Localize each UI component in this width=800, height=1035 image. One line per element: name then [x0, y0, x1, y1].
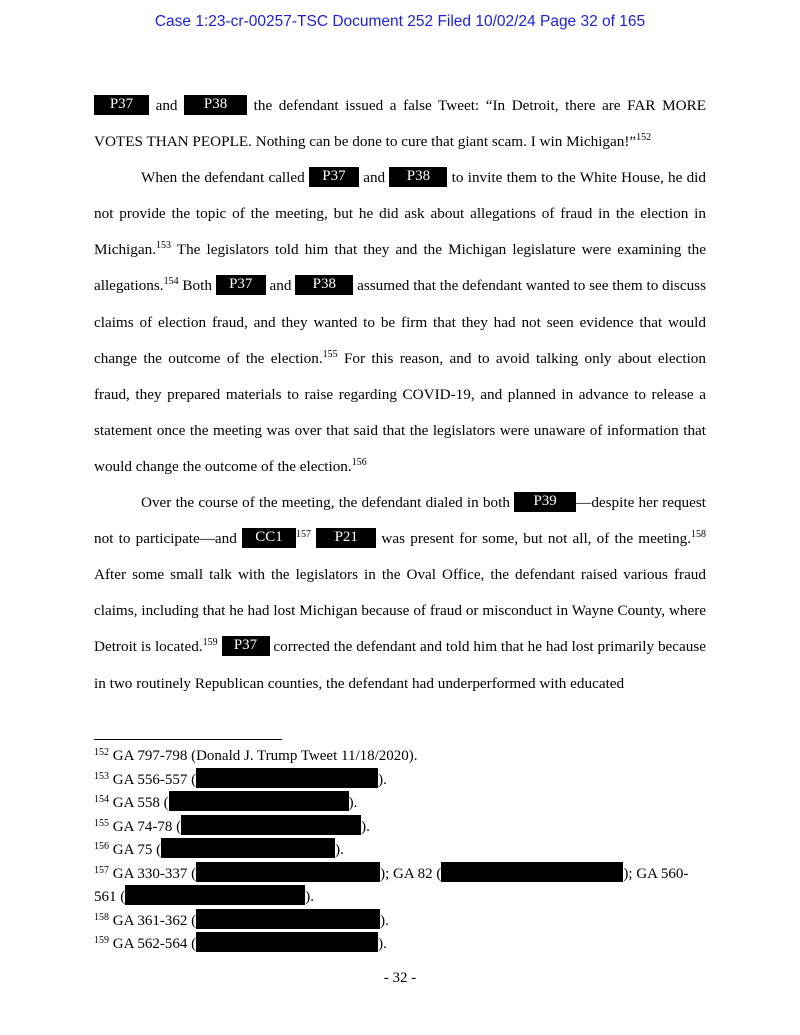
- redaction-box: P37: [216, 275, 266, 295]
- footnote-ref: 154: [163, 276, 179, 288]
- redaction-bar: [169, 791, 349, 811]
- footnote-ref: 155: [322, 348, 338, 360]
- redaction-bar: [125, 885, 305, 905]
- redaction-bar: [196, 932, 378, 952]
- footnote-154: $^{154}$ GA 558 ( ).: [94, 791, 706, 815]
- redaction-box: CC1: [242, 528, 296, 548]
- redaction-bar: [441, 862, 623, 882]
- redaction-box: P37: [94, 95, 149, 115]
- footnote-158: $^{158}$ GA 361-362 ( ).: [94, 909, 706, 933]
- redaction-box: P37: [222, 636, 270, 656]
- footnote-159: $^{159}$ GA 562-564 ( ).: [94, 932, 706, 956]
- redaction-bar: [196, 862, 380, 882]
- footnote-157-continued: 561 ( ).: [94, 885, 706, 909]
- redaction-bar: [196, 768, 378, 788]
- footnote-152: $^{152}$ GA 797-798 (Donald J. Trump Tweet 11/18/2020).: [94, 747, 418, 764]
- redaction-bar: [161, 838, 335, 858]
- paragraph-3: Over the course of the meeting, the defendant dialed in both P39 —despite her request not to participate—and CC1 $^{157}$ P21 was present for some, but not all, of the meeting.$^{158}$ After some small talk with the legislators in the Oval Office, the defendant raised various fraud claims, including that he had lost Michigan because of fraud or misconduct in Wayne County, where Detroit is located.$^{159}$ P37 corrected the defendant and told him that he had lost primarily because in two routinely Republican counties, the defendant had underperformed with educated: [94, 493, 707, 692]
- redaction-box: P38: [184, 95, 247, 115]
- footnote-ref: 153: [156, 240, 172, 252]
- paragraph-2: When the defendant called P37 and P38 to invite them to the White House, he did not provide the topic of the meeting, but he did ask about allegations of fraud in the election in Michigan.$^{153}$ The legislators told him that they and the Michigan legislature were examining the allegations.$^{154}$ Both P37 and P38 assumed that the defendant wanted to see them to discuss claims of election fraud, and they wanted to be firm that they had not seen evidence that would change the outcome of the election.$^{155}$ For this reason, and to avoid talking only about election fraud, they prepared materials to raise regarding COVID-19, and planned in advance to release a statement once the meeting was over that said that the legislators were unaware of information that would change the outcome of the election.$^{156}$: [94, 168, 706, 475]
- footnote-156: $^{156}$ GA 75 ( ).: [94, 838, 706, 862]
- body-text: [94, 88, 706, 702]
- redaction-bar: [196, 909, 380, 929]
- footnote-ref: 152: [636, 132, 652, 144]
- redaction-box: P21: [316, 528, 376, 548]
- case-header: Case 1:23-cr-00257-TSC Document 252 Filed 10/02/24 Page 32 of 165: [154, 13, 646, 30]
- footnote-divider: [94, 739, 282, 740]
- footnote-ref: 157: [296, 529, 312, 541]
- paragraph-1: P37 and P38 the defendant issued a false Tweet: “In Detroit, there are FAR MORE VOTES THAN PEOPLE. Nothing can be done to cure that giant scam. I win Michigan!”$^{152}$: [94, 96, 706, 151]
- footnotes: [94, 746, 706, 956]
- footnote-ref: 158: [691, 529, 706, 541]
- redaction-bar: [181, 815, 361, 835]
- footnote-ref: 156: [351, 456, 367, 468]
- footnote-153: $^{153}$ GA 556-557 ( ).: [94, 768, 706, 792]
- redaction-box: P38: [389, 167, 447, 187]
- footnote-ref: 159: [202, 637, 218, 649]
- redaction-box: P37: [309, 167, 359, 187]
- footnote-155: $^{155}$ GA 74-78 ( ).: [94, 815, 706, 839]
- redaction-box: P39: [514, 492, 576, 512]
- redaction-box: P38: [295, 275, 353, 295]
- page-number: - 32 -: [383, 970, 417, 986]
- footnote-157: $^{157}$ GA 330-337 ( ); GA 82 ( ); GA 560-: [94, 862, 706, 886]
